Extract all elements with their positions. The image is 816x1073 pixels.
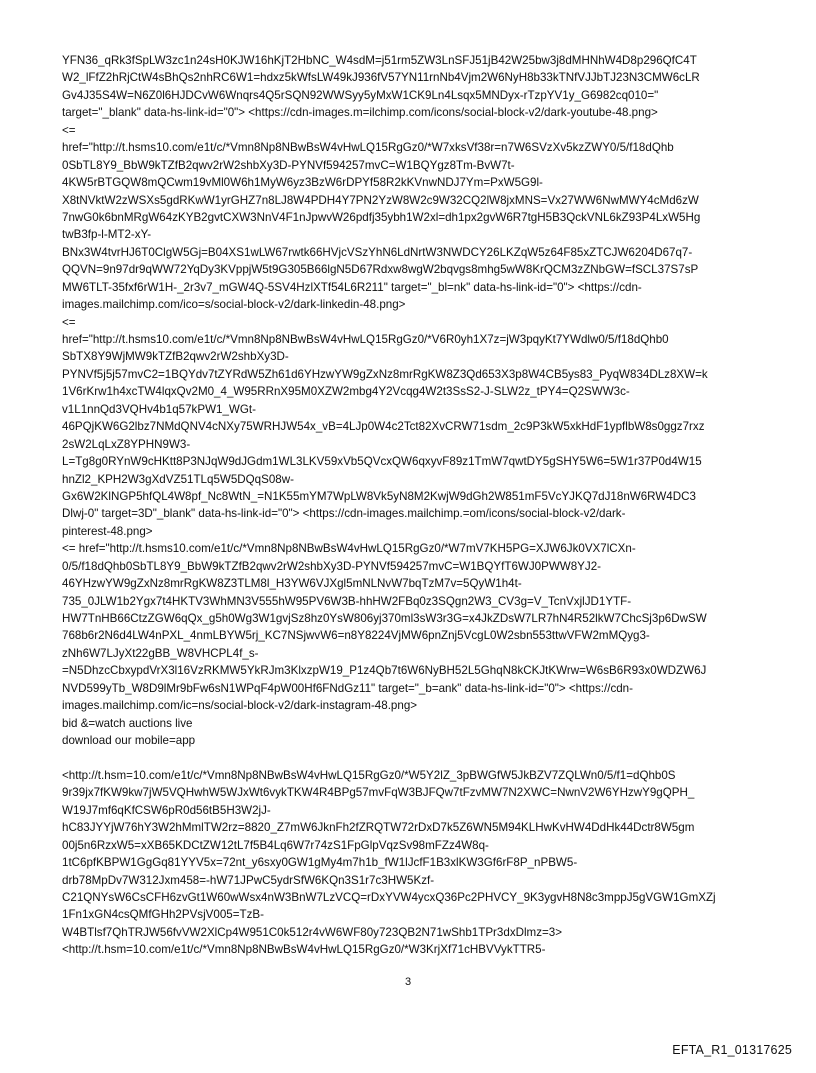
text-line: YFN36_qRk3fSpLW3zc1n24sH0KJW16hKjT2HbNC_W4sdM=j51rm5ZW3LnSFJ51jB42W25bw3j8dMHNhW4D8p296QfC4T <box>62 54 697 67</box>
text-line: Dlwj-0" target=3D"_blank" data-hs-link-id="0"> <https://cdn-images.mailchimp.=om/icons/social-block-v2/dark- <box>62 507 626 521</box>
text-line: download our mobile=app <box>62 734 196 748</box>
text-line: 0SbTL8Y9_BbW9kTZfB2qwv2rW2shbXy3D-PYNVf594257mvC=W1BQYgz8Tm-BvW7t- <box>62 158 515 172</box>
text-line: images.mailchimp.com/ic=ns/social-block-v2/dark-instagram-48.png> <box>62 699 418 713</box>
text-line: drb78MpDv7W312Jxm458=-hW71JPwC5ydrSfW6KQn3S1r7c3HW5Kzf- <box>62 873 435 887</box>
text-line: twB3fp-l-MT2-xY- <box>62 228 152 242</box>
text-line: 1V6rKrw1h4xcTW4lqxQv2M0_4_W95RRnX95M0XZW2mbg4Y2Vcqg4W2t3SsS2-J-SLW2z_tPY4=Q2SWW3c- <box>62 385 630 399</box>
text-line: W4BTlsf7QhTRJW56fvVW2XlCp4W951C0k512r4vW6WF80y723QB2N71wShb1TPr3dxDlmz=3> <box>62 925 563 939</box>
text-line: C21QNYsW6CsCFH6zvGt1W60wWsx4nW3BnW7LzVCQ=rDxYVW4ycxQ36Pc2PHVCY_9K3ygvH8N8c3mppJ5gVGW1GmXZj <box>62 891 716 904</box>
page-number: 3 <box>404 976 412 988</box>
text-line: zNh6W7LJyXt22gBB_W8VHCPL4f_s- <box>62 646 259 660</box>
text-line: 0/5/f18dQhb0SbTL8Y9_BbW9kTZfB2qwv2rW2shbXy3D-PYNVf594257mvC=W1BQYfT6WJ0PWW8YJ2- <box>62 559 602 573</box>
text-line: pinterest-48.png> <box>62 524 153 538</box>
text-line: 46PQjKW6G2lbz7NMdQNV4cNXy75WRHJW54x_vB=4LJp0W4c2Tct82XvCRW71sdm_2c9P3kW5xkHdF1ypflbW8s0ggz7rxz <box>62 420 705 434</box>
text-line: 4KW5rBTGQW8mQCwm19vMl0W6h1MyW6yz3BzW6rDPYf58R2kKVnwNDJ7Ym=PxW5G9l- <box>62 176 543 190</box>
text-line: PYNVf5j5j57mvC2=1BQYdv7tZYRdW5Zh61d6YHzwYW9gZxNz8mrRgKW8Z3Qd653X3p8W4CB5ys83_PyqW834DLz8XW=k <box>62 367 708 381</box>
blank-line <box>62 750 774 767</box>
text-line: target="_blank" data-hs-link-id="0"> <https://cdn-images.m=ilchimp.com/icons/social-block-v2/dark-youtube-48.png> <box>62 106 658 120</box>
text-line: Gv4J35S4W=N6Z0l6HJDCvW6Wnqrs4Q5rSQN92WWSyy5yMxW1CK9Ln4Lsqx5MNDyx-rTzpYV1y_G6982cq010=" <box>62 88 659 102</box>
text-line: <= <box>62 315 76 329</box>
text-line: SbTX8Y9WjMW9kTZfB2qwv2rW2shbXy3D- <box>62 350 289 364</box>
text-line: 735_0JLW1b2Ygx7t4HKTV3WhMN3V555hW95PV6W3B-hhHW2FBq0z3SQgn2W3_CV3g=V_TcnVxjlJD1YTF- <box>62 594 632 608</box>
text-line: v1L1nnQd3VQHv4b1q57kPW1_WGt- <box>62 402 256 416</box>
text-line: hC83JYYjW76hY3W2hMmlTW2rz=8820_Z7mW6JknFh2fZRQTW72rDxD7k5Z6WN5M94KLHwKvHW4DdHk44Dctr8W5gm <box>62 821 695 835</box>
text-line: bid &=watch auctions live <box>62 716 193 730</box>
text-line: QQVN=9n97dr9qWW72YqDy3KVppjW5t9G305B66lgN5D67Rdxw8wgW2bqvgs8mhg5wW8KrQCM3zZNbGW=fSCL37S7sP <box>62 263 699 277</box>
text-line: NVD599yTb_W8D9lMr9bFw6sN1WPqF4pW00Hf6FNdGz11" target="_b=ank" data-hs-link-id="0"> <https://cdn- <box>62 681 633 695</box>
text-line: <http://t.hsm=10.com/e1t/c/*Vmn8Np8NBwBsW4vHwLQ15RgGz0/*W3KrjXf71cHBVVykTTR5- <box>62 943 546 957</box>
text-line: L=Tg8g0RYnW9cHKtt8P3NJqW9dJGdm1WL3LKV59xVb5QVcxQW6qxyvF89z1TmW7qwtDY5gSHY5W6=5W1r37P0d4W15 <box>62 455 702 469</box>
text-line: 00j5n6RzxW5=xXB65KDCtZW12tL7f5B4Lq6W7r74zS1FpGlpVqzSv98mFZz4W8q- <box>62 838 489 852</box>
text-line: <= href="http://t.hsms10.com/e1t/c/*Vmn8Np8NBwBsW4vHwLQ15RgGz0/*W7mV7KH5PG=XJW6Jk0VX7lCXn- <box>62 542 636 556</box>
text-line: HW7TnHB66CtzZGW6qQx_g5h0Wg3W1gvjSz8hz0YsW806yj370ml3sW3r3G=x4JkZDsW7LR7hN4R52lkW7ChcSj3p6DwSW <box>62 612 707 625</box>
text-line: 2sW2LqLxZ8YPHN9W3- <box>62 437 191 451</box>
text-line: hnZl2_KPH2W3gXdVZ51TLq5W5DQqS08w- <box>62 472 294 486</box>
bates-number: EFTA_R1_01317625 <box>672 1043 792 1057</box>
text-line: 46YHzwYW9gZxNz8mrRgKW8Z3TLM8l_H3YW6VJXgl5mNLNvW7bqTzM7v=5QyW1h4t- <box>62 577 522 591</box>
text-line: BNx3W4tvrHJ6T0ClgW5Gj=B04XS1wLW67rwtk66HVjcVSzYhN6LdNrtW3NWDCY26LKZqW5z64F85xZTCJW6204D67q7- <box>62 245 693 259</box>
text-line: =N5DhzcCbxypdVrX3l16VzRKMW5YkRJm3KlxzpW19_P1z4Qb7t6W6NyBH52L5GhqN8kCKJtKWrw=W6sB6R93x0WDZW6J <box>62 664 707 678</box>
text-line: 1Fn1xGN4csQMfGHh2PVsjV005=TzB- <box>62 908 264 922</box>
text-line: images.mailchimp.com/ico=s/social-block-v2/dark-linkedin-48.png> <box>62 298 406 312</box>
text-line: X8tNVktW2zWSXs5gdRKwW1yrGHZ7n8LJ8W4PDH4Y7PN2YzW8W2c9W32CQ2lW8jxMNS=Vx27WW6NwMWY4cMd6zW <box>62 193 699 207</box>
text-line: 7nwG0k6bnMRgW64zKYB2gvtCXW3NnV4F1nJpwvW26pdfj35ybh1W2xl=dh1px2gvW6R7tgH5B3QckVNL6kZ93P4LxW5Hg <box>62 210 701 224</box>
text-line: 768b6r2N6d4LW4nPXL_4nmLBYW5rj_KC7NSjwvW6=n8Y8224VjMW6pnZnj5VcgL0W2sbn553ttwVFW2mMQyg3- <box>62 629 650 643</box>
text-line: 9r39jx7fKW9kw7jW5VQHwhW5WJxWt6vykTKW4R4BPg57mvFqW3BJFQw7tFzvMW7N2XWC=NwnV2W6YHzwY9gQPH_ <box>62 786 695 800</box>
text-line: href="http://t.hsms10.com/e1t/c/*Vmn8Np8NBwBsW4vHwLQ15RgGz0/*W7xksVf38r=n7W6SVzXv5kzZWY0/5/f18dQhb <box>62 141 674 155</box>
text-line: href="http://t.hsms10.com/e1t/c/*Vmn8Np8NBwBsW4vHwLQ15RgGz0/*V6R0yh1X7z=jW3pqyKt7YWdlw0/5/f18dQhb0 <box>62 333 669 346</box>
text-line: W19J7mf6qKfCSW6pR0d56tB5H3W2jJ- <box>62 803 271 817</box>
text-line: Gx6W2KlNGP5hfQL4W8pf_Nc8WtN_=N1K55mYM7WpLW8Vk5yN8M2KwjW9dGh2W851mF5VcYJKQ7dJ18nW6RW4DC3 <box>62 489 696 503</box>
text-line: 1tC6pfKBPW1GgGq81YYV5x=72nt_y6sxy0GW1gMy4m7h1b_fW1lJcfF1B3xlKW3Gf6rF8P_nPBW5- <box>62 856 578 870</box>
document-body <box>62 52 774 959</box>
text-line: MW6TLT-35fxf6rW1H-_2r3v7_mGW4Q-5SV4HzlXTf54L6R211" target="_bl=nk" data-hs-link-id="0"> <https://cdn- <box>62 280 642 294</box>
text-line: <= <box>62 123 76 137</box>
text-line: <http://t.hsm=10.com/e1t/c/*Vmn8Np8NBwBsW4vHwLQ15RgGz0/*W5Y2lZ_3pBWGfW5JkBZV7ZQLWn0/5/f1=dQhb0S <box>62 768 676 782</box>
text-line: W2_lFfZ2hRjCtW4sBhQs2nhRC6W1=hdxz5kWfsLW49kJ936fV57YN11rnNb4Vjm2W6NyH8b33kTNfVJJbTJ23N3CMW6cLR <box>62 71 700 85</box>
